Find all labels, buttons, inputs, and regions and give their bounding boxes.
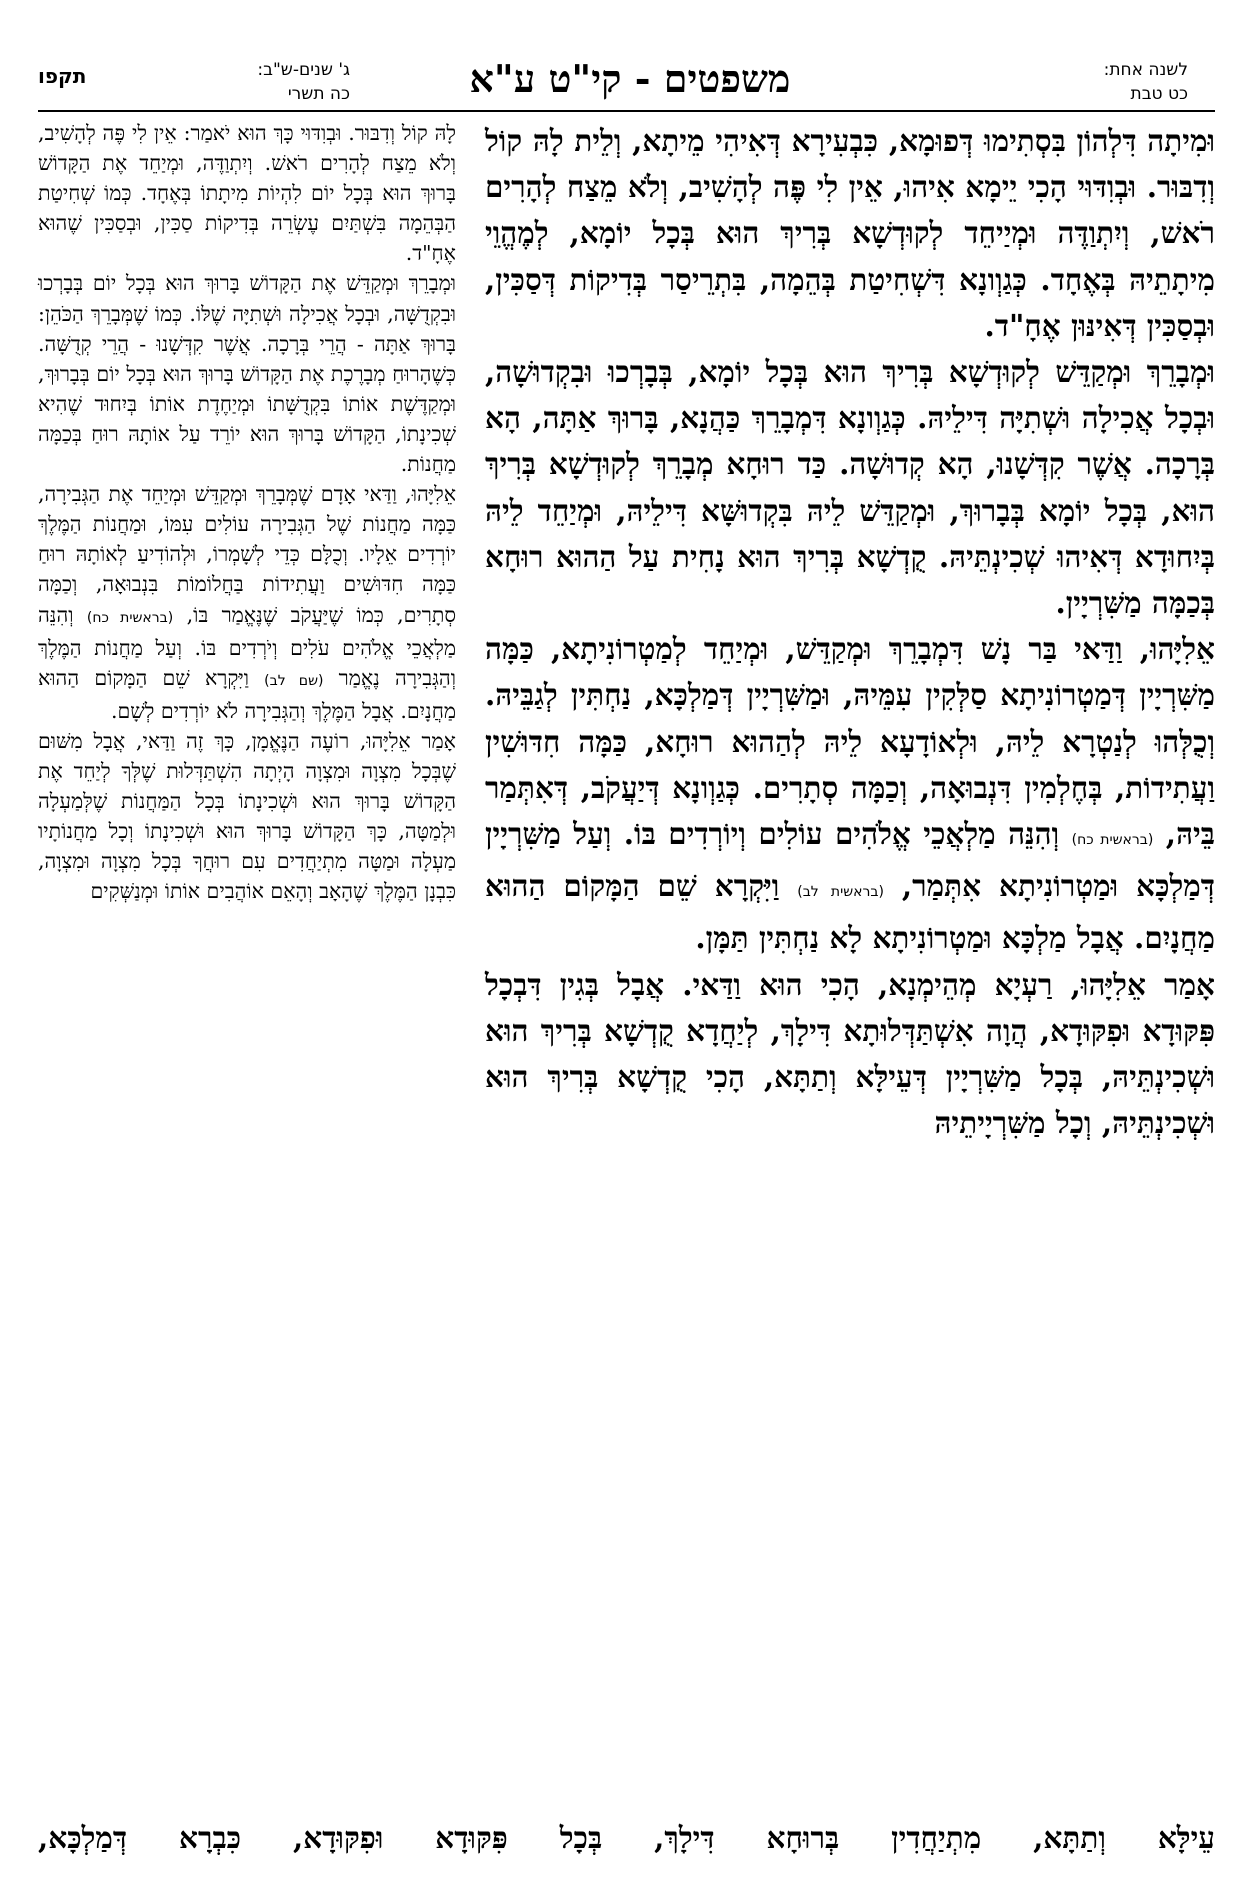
header-three-year-date: כה תשרי — [287, 84, 350, 104]
main-paragraph-text: וְהִנֵּה מַלְאֲכֵי אֱלֹהִים עוֹלִים וְיוֹרְדִים בּוֹ. וְעַל מַשִּׁרְיָין דְּמַלְכָּא וּמַטְרוֹנִיתָא אִתְּמַר, — [485, 816, 1215, 904]
main-paragraph — [485, 626, 1215, 961]
main-paragraph: וּמְבָרֵךְ וּמְקַדֵּשׁ לְקוּדְשָׁא בְּרִיךְ הוּא בְּכָל יוֹמָא, בְּבָרְכוּ וּבִקְדוּשָׁה, וּבְכָל אֲכִילָה וּשְׁתִיָּה דִּילֵיהּ. כְּגַוְונָא דִּמְבָרֵךְ כַּהֲנָא, בָּרוּךְ אַתָּה, הָא בְּרָכָה. אֲשֶׁר קִדְּשָׁנוּ, הָא קְדוּשָׁה. כַּד רוּחָא מְבָרֵךְ לְקוּדְשָׁא בְּרִיךְ הוּא, בְּכָל יוֹמָא בְּבָרוּךְ, וּמְקַדֵּשׁ לֵיהּ בִּקְדוּשָּׁא דִּילֵיהּ, וּמְיַחֵד לֵיהּ בְּיִחוּדָא דְּאִיהוּ שְׁכִינְתֵּיהּ. קֻדְשָׁא בְּרִיךְ הוּא נָחִית עַל הַהוּא רוּחָא בְּכַמָּה מַשִּׁרְיָין. — [485, 354, 1215, 621]
translation-paragraph-text: וְהִנֵּה מַלְאֲכֵי אֱלֹהִים עֹלִים וְיֹרְדִים בּוֹ. וְעַל מַחֲנוֹת הַמֶּלֶךְ וְהַגְּבִירָה נֶאֱמַר — [38, 602, 456, 690]
translation-paragraph-text: אֵלִיָּהוּ, וַדַּאי אָדָם שֶׁמְּבָרֵךְ וּמְקַדֵּשׁ וּמְיַחֵד אֶת הַגְּבִירָה, כַּמָּה מַחֲנוֹת שֶׁל הַגְּבִירָה עוֹלִים עִמּוֹ, וּמַחֲנוֹת הַמֶּלֶךְ יוֹרְדִים אֵלָיו. וְכֻלָּם כְּדֵי לְשָׁמְרוֹ, וּלְהוֹדִיעַ לְאוֹתָהּ רוּחַ כַּמָּה חִדּוּשִׁים וַעֲתִידוֹת בַּחֲלוֹמוֹת בִּנְבוּאָה, וְכַמָּה סְתָרִים, כְּמוֹ שֶׁיַּעֲקֹב שֶׁנֶּאֱמַר בּוֹ, — [38, 482, 457, 627]
main-paragraph: וּמִיתָה דִּלְהוֹן בִּסְתִימוּ דְּפוּמָא, כִּבְעִירָא דְּאִיהִי מֵיתָא, וְלֵית לָהּ קוֹל וְדִבּוּר. וּבְוִדּוּי הָכִי יֵימָא אִיהוּ, אֵין לִי פֶּה לְהָשִׁיב, וְלֹא מֵצַח לְהָרִים רֹאשׁ, וְיִתְוַדֶּה וּמְיַיחֵד לְקוּדְשָׁא בְּרִיךְ הוּא בְּכָל יוֹמָא, לְמֶהֱוֵי מִיתָתֵיהּ בְּאֶחָד. כְּגַוְונָא דִּשְׁחִיטַת בְּהֵמָה, בִּתְרֵיסַר בְּדִיקוֹת דְּסַכִּין, וּבְסַכִּין דְּאִינּוּן אֶחָ"ד. — [485, 123, 1215, 343]
translation-paragraph: וּמְבָרֵךְ וּמְקַדֵּשׁ אֶת הַקָּדוֹשׁ בָּרוּךְ הוּא בְּכָל יוֹם בְּבָרְכוּ וּבִקְדֻשָּׁה, וּבְכָל אֲכִילָה וּשְׁתִיָּה שֶׁלּוֹ. כְּמוֹ שֶׁמְּבָרֵךְ הַכֹּהֵן: בָּרוּךְ אַתָּה - הֲרֵי בְּרָכָה. אֲשֶׁר קִדְּשָׁנוּ - הֲרֵי קְדֻשָּׁה. כְּשֶׁהָרוּחַ מְבָרֶכֶת אֶת הַקָּדוֹשׁ בָּרוּךְ הוּא בְּכָל יוֹם בְּבָרוּךְ, וּמְקַדֶּשֶׁת אוֹתוֹ בִּקְדֻשָּׁתוֹ וּמְיַחֶדֶת אוֹתוֹ בְּיִחוּד שֶׁהִיא שְׁכִינָתוֹ, הַקָּדוֹשׁ בָּרוּךְ הוּא יוֹרֵד עַל אוֹתָהּ רוּחַ בְּכַמָּה מַחֲנוֹת. — [38, 271, 456, 477]
header-one-year-label: לשנה אחת: — [1103, 60, 1188, 80]
source-reference: (שם לב) — [264, 672, 324, 689]
header-three-year-schedule — [120, 58, 350, 108]
source-reference: (בראשית כח) — [86, 609, 174, 626]
header-one-year-date: כט טבת — [1130, 84, 1188, 104]
translation-column — [38, 118, 456, 906]
main-paragraph-text: אֵלִיָּהוּ, וַדַּאי בַּר נָשׁ דִּמְבָרֵךְ וּמְקַדֵּשׁ, וּמְיַחֵד לְמַטְרוֹנִיתָא, כַּמָּה מַשִּׁרְיָין דְּמַטְרוֹנִיתָא סַלְּקִין עִמֵּיהּ, וּמַשִּׁרְיָין דְּמַלְכָּא, נַחְתִּין לְגַבֵּיהּ. וְכֻלְּהוּ לְנַטְרָא לֵיהּ, וּלְאוֹדָעָא לֵיהּ לְהַהוּא רוּחָא, כַּמָּה חִדּוּשִׁין וַעֲתִידוֹת, בְּחֶלְמִין דִּנְבוּאָה, וְכַמָּה סְתָרִים. כְּגַוְונָא דְּיַעֲקֹב, דְּאִתְּמַר בֵּיהּ, — [485, 631, 1215, 852]
header-daily-schedule — [1008, 58, 1188, 108]
page-title: משפטים - קי"ט ע"א — [469, 56, 791, 101]
translation-paragraph: אָמַר אֵלִיָּהוּ, רוֹעֶה הַנֶּאֱמָן, כָּךְ זֶה וַדַּאי, אֲבָל מִשּׁוּם שֶׁבְּכָל מִצְוָה וּמִצְוָה הָיְתָה הִשְׁתַּדְּלוּת שֶׁלְּךָ לְיַחֵד אֶת הַקָּדוֹשׁ בָּרוּךְ הוּא וּשְׁכִינָתוֹ בְּכָל הַמַּחֲנוֹת שֶׁלְּמַעְלָה וּלְמַטָּה, כָּךְ הַקָּדוֹשׁ בָּרוּךְ הוּא וּשְׁכִינָתוֹ וְכָל מַחֲנוֹתָיו מַעְלָה וּמַטָּה מִתְיַחֲדִים עִם רוּחֲךָ בְּכָל מִצְוָה וּמִצְוָה, כִּבְנָן הַמֶּלֶךְ שֶׁהָאָב וְהָאֵם אוֹהֲבִים אוֹתוֹ וּמְנַשְּׁקִים — [38, 728, 456, 904]
source-reference: (בראשית לב) — [797, 884, 884, 901]
main-text-column — [485, 118, 1215, 1146]
main-paragraph: אָמַר אֵלִיָּהוּ, רַעְיָא מְהֵימְנָא, הָכִי הוּא וַדַּאי. אֲבָל בְּגִין דִּבְכָל פִּקּוּדָא וּפִקּוּדָא, הֲוָה אִשְׁתַּדְּלוּתָא דִּילָךְ, לְיַחֲדָא קֻדְשָׁא בְּרִיךְ הוּא וּשְׁכִינְתֵּיהּ, בְּכָל מַשִּׁרְיָין דְּעֵילָּא וְתַתָּא, הָכִי קֻדְשָׁא בְּרִיךְ הוּא וּשְׁכִינְתֵּיהּ, וְכָל מַשִּׁרְיָיתֵיהּ — [485, 966, 1215, 1141]
page-number: תקפו — [38, 64, 87, 88]
header-divider — [38, 110, 1215, 112]
translation-paragraph: לָהּ קוֹל וְדִבּוּר. וּבְוִדּוּי כָּךְ הוּא יֹאמַר: אֵין לִי פֶּה לְהָשִׁיב, וְלֹא מֵצַח לְהָרִים רֹאשׁ. וְיִתְוַדֶּה, וּמְיַחֵד אֶת הַקָּדוֹשׁ בָּרוּךְ הוּא בְּכָל יוֹם לִהְיוֹת מִיתָתוֹ בְּאֶחָד. כְּמוֹ שְׁחִיטַת הַבְּהֵמָה בִּשְׁתַּיִם עֶשְׂרֵה בְּדִיקוֹת סַכִּין, וּבְסַכִּין שֶׁהוּא אֶחָ"ד. — [38, 121, 456, 266]
translation-paragraph — [38, 479, 456, 726]
full-width-bottom-line: עֵילָּא וְתַתָּא, מִתְיַחֲדִין בְּרוּחָא דִּילָךְ, בְּכָל פִּקּוּדָא וּפִקּוּדָא, כִּבְרָא דְּמַלְכָּא, — [38, 1820, 1215, 1855]
translation-paragraph-text: וַיִּקְרָא שֵׁם הַמָּקוֹם הַהוּא מַחֲנָיִם. אֲבָל הַמֶּלֶךְ וְהַגְּבִירָה לֹא יוֹרְדִים לְשָׁם. — [38, 665, 456, 723]
main-paragraph-text: וַיִּקְרָא שֵׁם הַמָּקוֹם הַהוּא מַחֲנָיִם. אֲבָל מַלְכָּא וּמַטְרוֹנִיתָא לָא נַחְתִּין תַּמָּן. — [485, 868, 1215, 956]
header-three-year-label: ג' שנים-ש"ב: — [257, 60, 350, 80]
source-reference: (בראשית כח) — [1071, 832, 1154, 849]
